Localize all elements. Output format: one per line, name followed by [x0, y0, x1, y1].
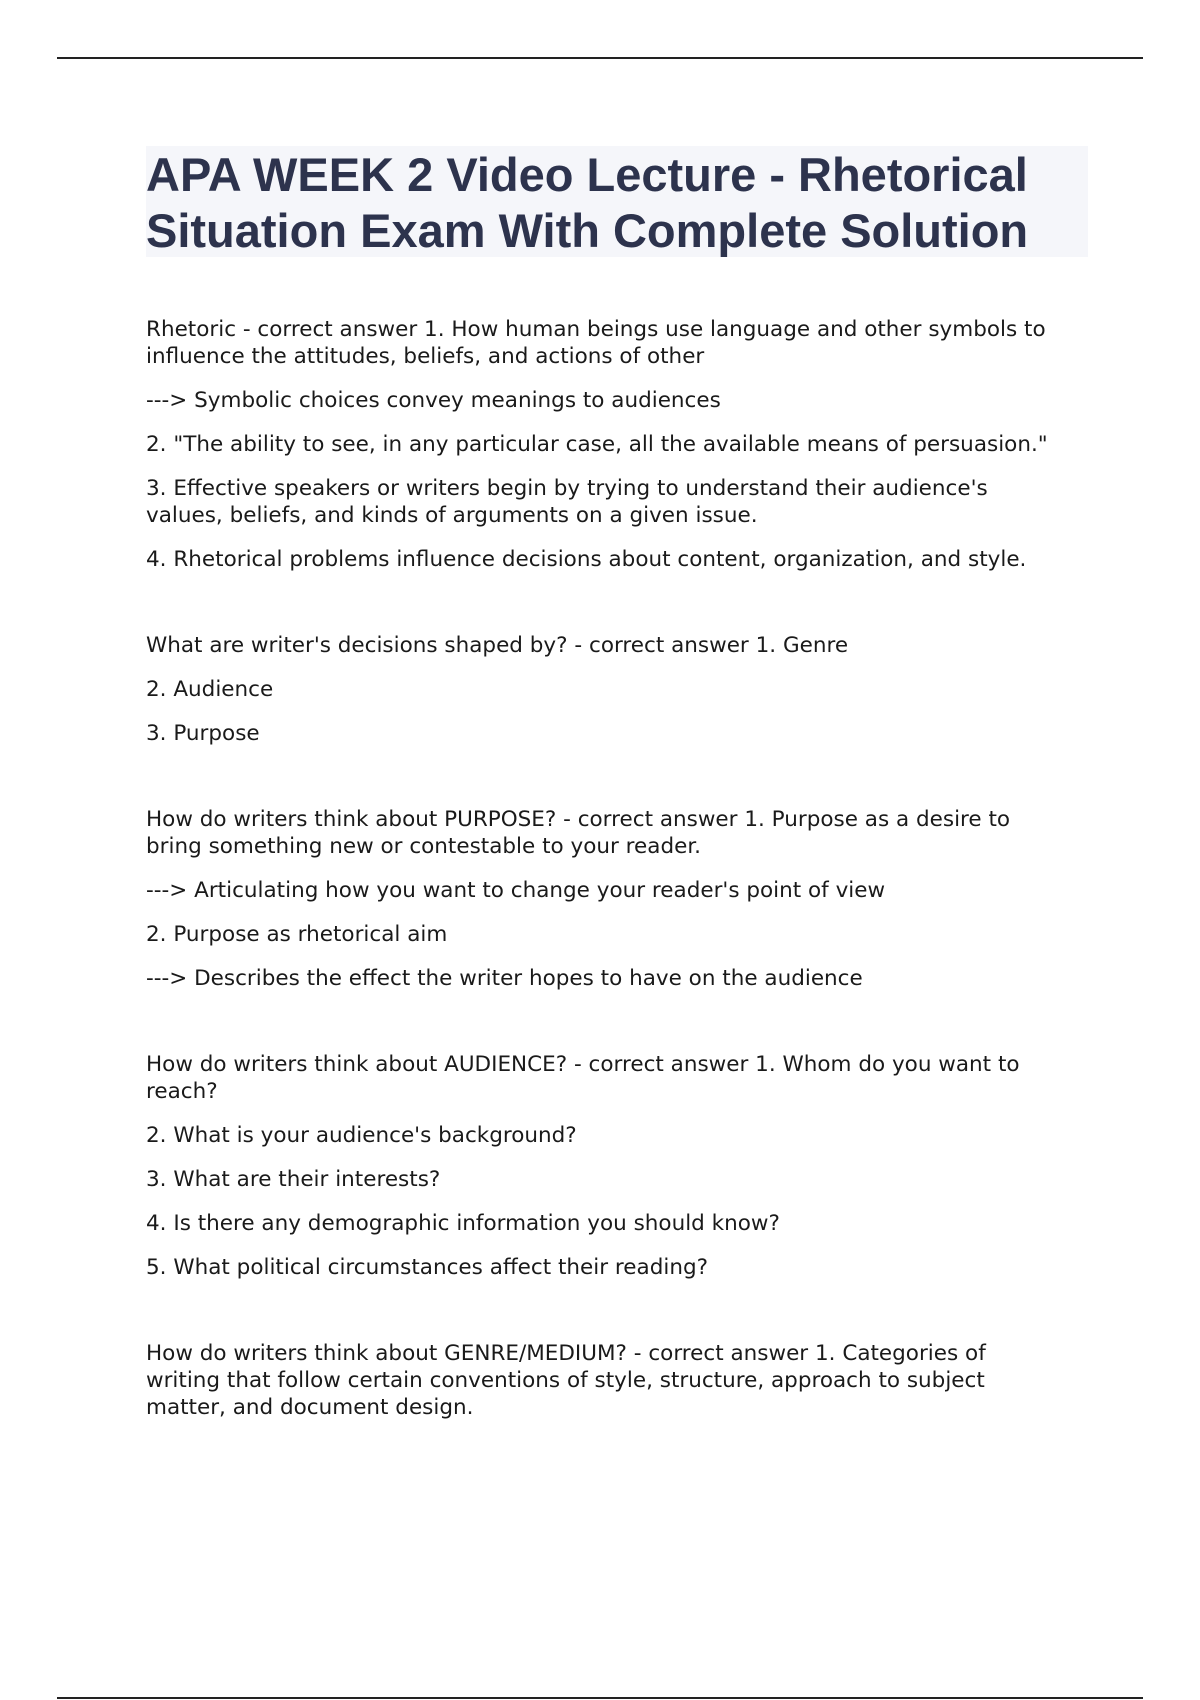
paragraph	[146, 546, 1091, 573]
text-line: 2. "The ability to see, in any particular case, all the available means of persuasion."	[146, 432, 1048, 457]
text-line: reach?	[146, 1079, 218, 1104]
text-line: Rhetoric - correct answer 1. How human beings use language and other symbols to	[146, 317, 1046, 342]
text-line: matter, and document design.	[146, 1395, 474, 1420]
text-line: 4. Rhetorical problems influence decisions about content, organization, and style.	[146, 547, 1027, 572]
top-rule	[57, 57, 1143, 59]
text-line: 2. Audience	[146, 677, 274, 702]
paragraph	[146, 1122, 1091, 1149]
paragraph	[146, 475, 1091, 529]
paragraph	[146, 387, 1091, 414]
text-line: 3. Effective speakers or writers begin by trying to understand their audience's	[146, 476, 988, 501]
qa-section-rhetoric	[146, 316, 1091, 573]
page-title	[146, 147, 1088, 259]
paragraph	[146, 632, 1091, 659]
qa-section-audience	[146, 1051, 1091, 1281]
text-line: How do writers think about GENRE/MEDIUM? - correct answer 1. Categories of	[146, 1341, 986, 1366]
text-line: How do writers think about AUDIENCE? - correct answer 1. Whom do you want to	[146, 1052, 1020, 1077]
text-line: values, beliefs, and kinds of arguments on a given issue.	[146, 503, 758, 528]
title-box	[146, 146, 1088, 257]
text-line: bring something new or contestable to your reader.	[146, 834, 702, 859]
text-line: How do writers think about PURPOSE? - correct answer 1. Purpose as a desire to	[146, 807, 1011, 832]
text-line: 4. Is there any demographic information you should know?	[146, 1211, 780, 1236]
text-line: 5. What political circumstances affect their reading?	[146, 1255, 709, 1280]
text-line: influence the attitudes, beliefs, and actions of other	[146, 344, 705, 369]
paragraph	[146, 1340, 1091, 1421]
paragraph	[146, 1210, 1091, 1237]
paragraph	[146, 1254, 1091, 1281]
qa-section-purpose	[146, 806, 1091, 992]
text-line: ---> Articulating how you want to change your reader's point of view	[146, 878, 886, 903]
title-line: APA WEEK 2 Video Lecture - Rhetorical	[146, 148, 1028, 201]
bottom-rule	[57, 1697, 1143, 1699]
paragraph	[146, 1166, 1091, 1193]
qa-section-genre	[146, 1340, 1091, 1421]
text-line: 2. What is your audience's background?	[146, 1123, 577, 1148]
text-line: 3. Purpose	[146, 721, 260, 746]
paragraph	[146, 1051, 1091, 1105]
text-line: ---> Describes the effect the writer hopes to have on the audience	[146, 966, 863, 991]
qa-section-decisions	[146, 632, 1091, 747]
document-body	[146, 316, 1091, 1421]
paragraph	[146, 431, 1091, 458]
text-line: 3. What are their interests?	[146, 1167, 441, 1192]
paragraph	[146, 316, 1091, 370]
text-line: 2. Purpose as rhetorical aim	[146, 922, 448, 947]
paragraph	[146, 676, 1091, 703]
text-line: What are writer's decisions shaped by? - correct answer 1. Genre	[146, 633, 849, 658]
paragraph	[146, 720, 1091, 747]
paragraph	[146, 921, 1091, 948]
text-line: writing that follow certain conventions of style, structure, approach to subject	[146, 1368, 985, 1393]
paragraph	[146, 877, 1091, 904]
title-line: Situation Exam With Complete Solution	[146, 204, 1029, 257]
paragraph	[146, 965, 1091, 992]
paragraph	[146, 806, 1091, 860]
text-line: ---> Symbolic choices convey meanings to audiences	[146, 388, 721, 413]
